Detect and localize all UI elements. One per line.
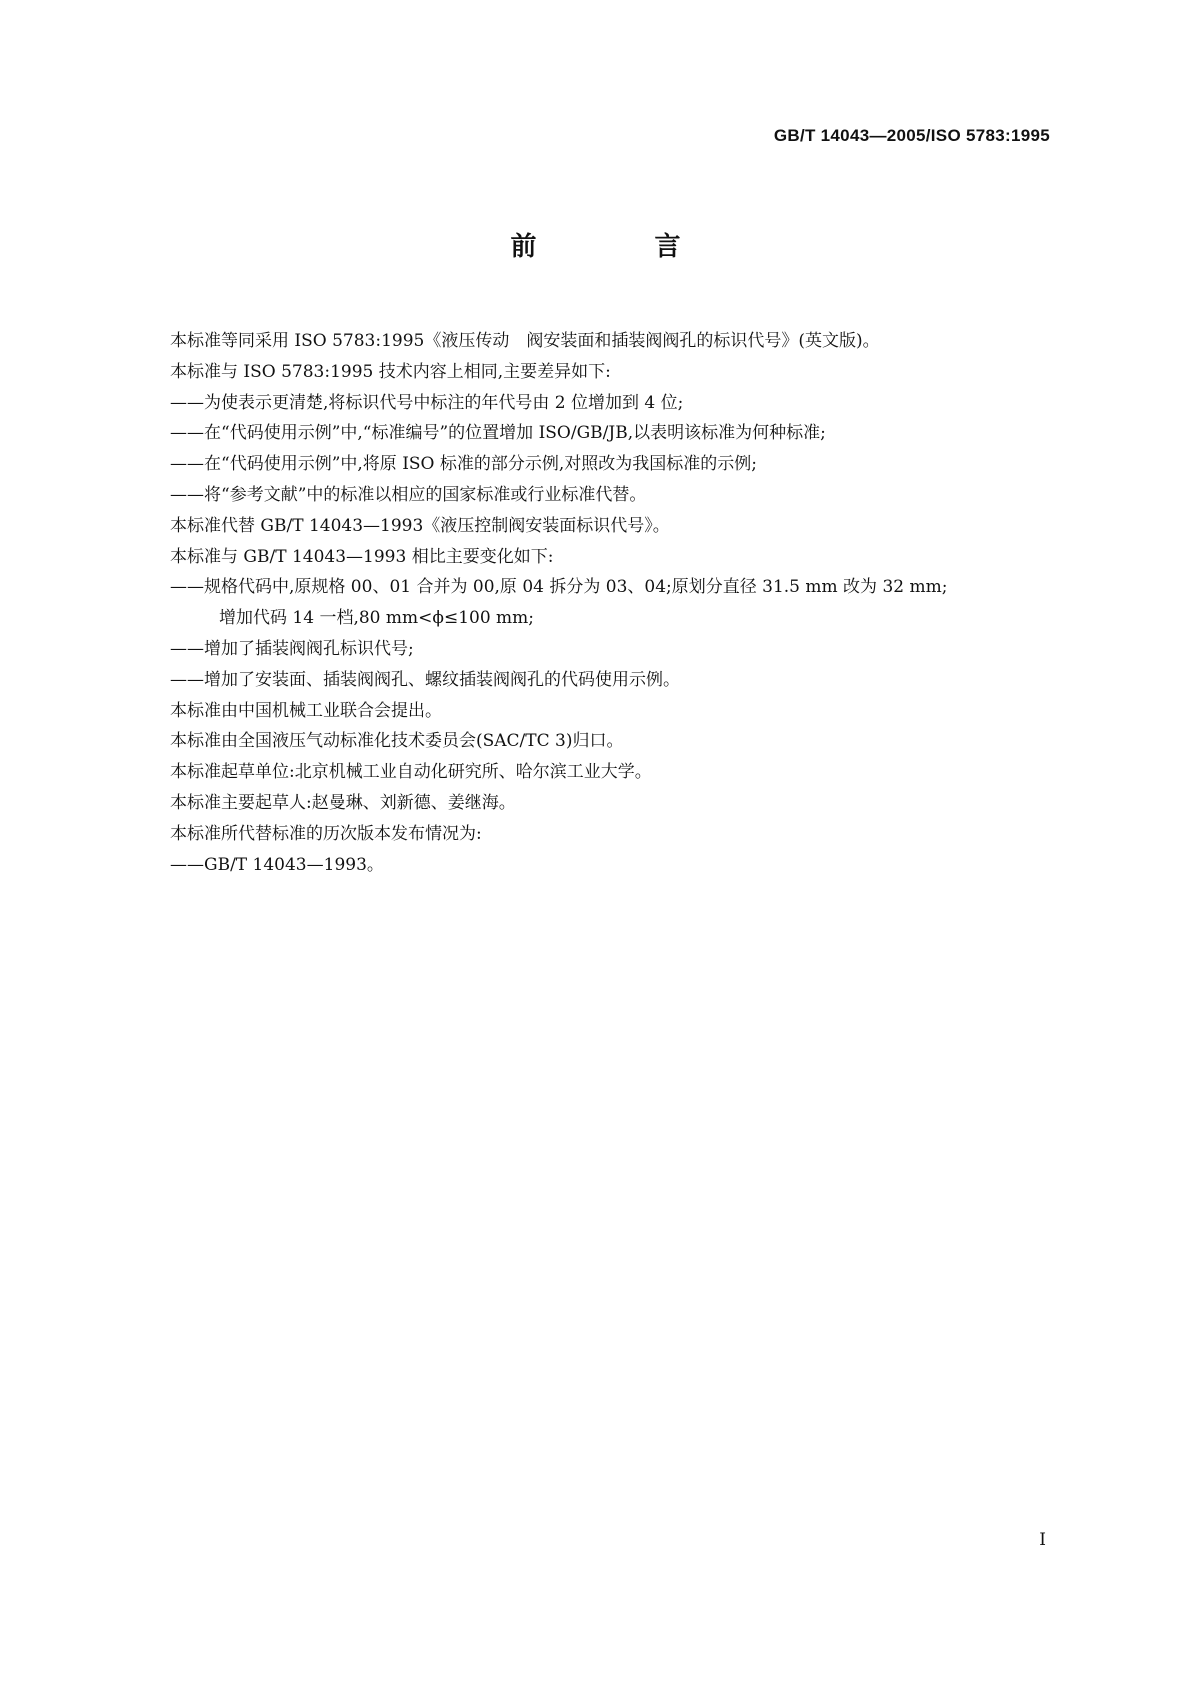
list-item: ——GB/T 14043—1993。 xyxy=(170,854,384,875)
paragraph: 本标准由中国机械工业联合会提出。 xyxy=(170,700,442,721)
paragraph: 本标准起草单位:北京机械工业自动化研究所、哈尔滨工业大学。 xyxy=(170,762,652,783)
list-item: ——在“代码使用示例”中,将原 ISO 标准的部分示例,对照改为我国标准的示例; xyxy=(170,454,758,475)
paragraph: 本标准代替 GB/T 14043—1993《液压控制阀安装面标识代号》。 xyxy=(170,515,670,536)
list-item: ——在“代码使用示例”中,“标准编号”的位置增加 ISO/GB/JB,以表明该标准为何种标准; xyxy=(170,423,826,444)
paragraph: 本标准主要起草人:赵曼琳、刘新德、姜继海。 xyxy=(170,792,516,813)
paragraph: 本标准由全国液压气动标准化技术委员会(SAC/TC 3)归口。 xyxy=(170,731,624,752)
list-item: ——增加了插装阀阀孔标识代号; xyxy=(170,638,414,659)
list-item-continuation: 增加代码 14 一档,80 mm<ϕ≤100 mm; xyxy=(219,608,535,629)
list-item: ——规格代码中,原规格 00、01 合并为 00,原 04 拆分为 03、04;原划分直径 31.5 mm 改为 32 mm; xyxy=(170,577,948,598)
page-title: 前 言 xyxy=(510,232,727,262)
paragraph: 本标准所代替标准的历次版本发布情况为: xyxy=(170,823,482,844)
list-item: ——增加了安装面、插装阀阀孔、螺纹插装阀阀孔的代码使用示例。 xyxy=(170,669,680,690)
list-item: ——将“参考文献”中的标准以相应的国家标准或行业标准代替。 xyxy=(170,484,647,505)
standard-code-header: GB/T 14043—2005/ISO 5783:1995 xyxy=(773,126,1050,145)
list-item: ——为使表示更清楚,将标识代号中标注的年代号由 2 位增加到 4 位; xyxy=(170,392,684,413)
paragraph: 本标准等同采用 ISO 5783:1995《液压传动 阀安装面和插装阀阀孔的标识代号》(英文版)。 xyxy=(170,331,880,351)
page-number: I xyxy=(1039,1530,1046,1550)
paragraph: 本标准与 ISO 5783:1995 技术内容上相同,主要差异如下: xyxy=(170,361,611,382)
foreword-body xyxy=(170,326,1060,880)
paragraph: 本标准与 GB/T 14043—1993 相比主要变化如下: xyxy=(170,546,554,567)
